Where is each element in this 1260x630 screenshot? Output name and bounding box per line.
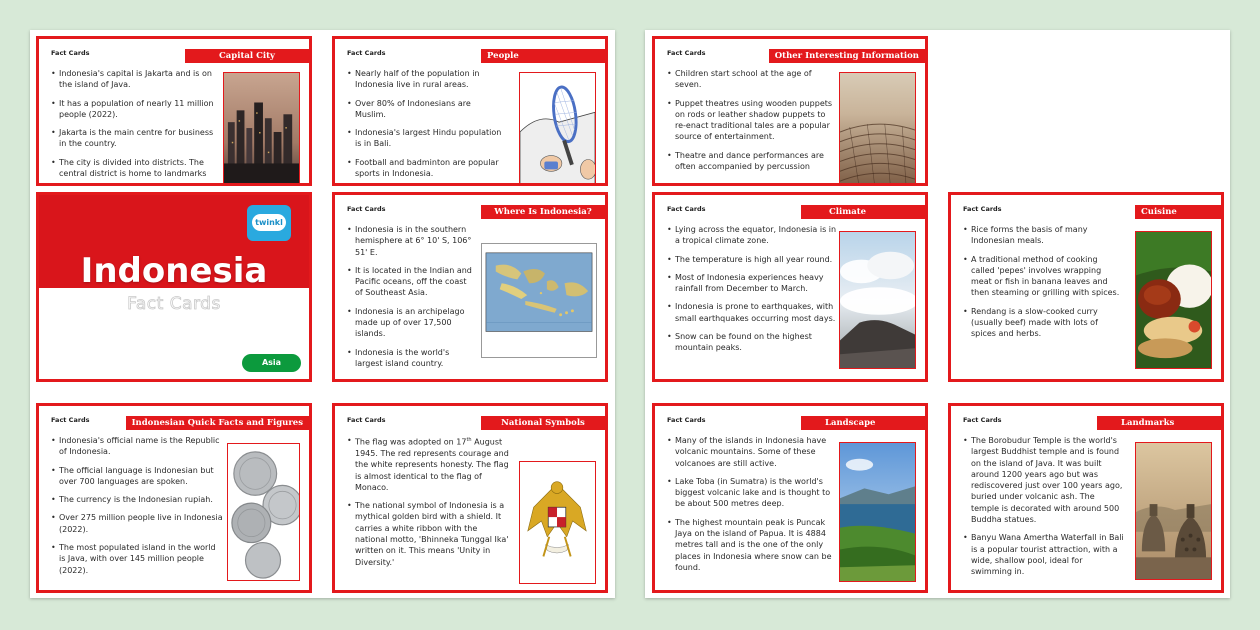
fact-item: • Football and badminton are popular sports in Indonesia. <box>347 157 502 180</box>
card-people <box>332 36 608 186</box>
fact-list <box>963 224 1123 347</box>
fact-item: • Lake Toba (in Sumatra) is the world's biggest volcanic lake and is thought to be about 500 metres deep. <box>667 476 837 510</box>
card-title: Where Is Indonesia? <box>481 205 605 219</box>
fact-item: • A traditional method of cooking called 'pepes' involves wrapping meat or fish in banana leaves and then steaming or grilling with spices. <box>963 254 1123 299</box>
fact-item: • The currency is the Indonesian rupiah. <box>51 494 223 505</box>
card-capital-city <box>36 36 312 186</box>
fact-item: • The Borobudur Temple is the world's largest Buddhist temple and is found on the island of Java. It was built around 1200 years ago but was rediscovered just over 100 years ago, buried under volcanic ash. The temple is decorated with around 500 Buddha statues. <box>963 435 1125 525</box>
fact-item: • It is located in the Indian and Pacific oceans, off the coast of Southeast Asia. <box>347 265 475 299</box>
fact-item: • The flag was adopted on 17th August 1945. The red represents courage and the white represents honesty. The flag is almost identical to the flag of Monaco. <box>347 435 512 493</box>
card-label: Fact Cards <box>667 49 706 57</box>
card-label: Fact Cards <box>963 416 1002 424</box>
fact-list <box>347 224 475 376</box>
fact-item: • Rendang is a slow-cooked curry (usually beef) made with lots of spices and herbs. <box>963 306 1123 340</box>
indonesia-map <box>481 243 597 358</box>
twinkl-logo: twinkl <box>247 205 291 241</box>
card-title: Landscape <box>801 416 925 430</box>
card-national-symbols <box>332 403 608 593</box>
jakarta-skyline-photo <box>223 72 300 186</box>
fact-list <box>667 68 837 179</box>
fact-list <box>51 435 223 583</box>
fact-item: • The city is divided into districts. The central district is home to landmarks <box>51 157 221 180</box>
badminton-player-illustration <box>519 72 596 186</box>
card-label: Fact Cards <box>51 416 90 424</box>
fact-item: • Lying across the equator, Indonesia is in a tropical climate zone. <box>667 224 837 247</box>
fact-list <box>963 435 1125 585</box>
card-label: Fact Cards <box>667 205 706 213</box>
cover-card <box>36 192 312 382</box>
lake-toba-photo <box>839 442 916 582</box>
card-landscape <box>652 403 928 593</box>
fact-list <box>347 68 502 186</box>
card-title: Indonesian Quick Facts and Figures <box>126 416 309 430</box>
card-label: Fact Cards <box>347 49 386 57</box>
fact-item: • The official language is Indonesian but over 700 languages are spoken. <box>51 465 223 488</box>
fact-item: • Most of Indonesia experiences heavy rainfall from December to March. <box>667 272 837 295</box>
card-quick-facts <box>36 403 312 593</box>
fact-item: • Theatre and dance performances are often accompanied by percussion <box>667 150 837 173</box>
fact-item: • Indonesia's official name is the Republic of Indonesia. <box>51 435 223 458</box>
woven-textile-photo <box>839 72 916 186</box>
card-label: Fact Cards <box>347 416 386 424</box>
fact-item: • Over 80% of Indonesians are Muslim. <box>347 98 502 121</box>
fact-item: • Over 275 million people live in Indonesia (2022). <box>51 512 223 535</box>
fact-item: • The highest mountain peak is Puncak Jaya on the island of Papua. It is 4884 metres tall and is the one of the only places in Indonesia where snow can be found. <box>667 517 837 573</box>
volcano-clouds-photo <box>839 231 916 369</box>
fact-item: • Indonesia is an archipelago made up of over 17,500 islands. <box>347 306 475 340</box>
cover-title: Indonesia <box>80 251 268 291</box>
card-title: Landmarks <box>1097 416 1221 430</box>
card-label: Fact Cards <box>963 205 1002 213</box>
fact-item: • Children start school at the age of seven. <box>667 68 837 91</box>
fact-item: • Puppet theatres using wooden puppets on rods or leather shadow puppets to re-enact traditional tales are a popular source of entertainment. <box>667 98 837 143</box>
garuda-pancasila-emblem <box>519 461 596 584</box>
card-cuisine <box>948 192 1224 382</box>
card-landmarks <box>948 403 1224 593</box>
card-label: Fact Cards <box>51 49 90 57</box>
fact-item: • Indonesia is in the southern hemisphere at 6° 10' S, 106° 51' E. <box>347 224 475 258</box>
fact-list <box>51 68 221 186</box>
rupiah-coins-photo <box>227 443 300 581</box>
region-badge: Asia <box>242 354 301 372</box>
rendang-rice-photo <box>1135 231 1212 369</box>
borobudur-stupa-photo <box>1135 442 1212 580</box>
fact-item: • Indonesia is the world's largest island country. <box>347 347 475 370</box>
card-title: National Symbols <box>481 416 605 430</box>
fact-item: • Snow can be found on the highest mountain peaks. <box>667 331 837 354</box>
fact-list <box>667 435 837 580</box>
card-climate <box>652 192 928 382</box>
card-title: Climate <box>801 205 925 219</box>
fact-item: • It has a population of nearly 11 million people (2022). <box>51 98 221 121</box>
card-label: Fact Cards <box>347 205 386 213</box>
fact-list <box>347 435 512 575</box>
card-label: Fact Cards <box>667 416 706 424</box>
card-title: Cuisine <box>1135 205 1221 219</box>
fact-item: • Many of the islands in Indonesia have volcanic mountains. Some of these volcanoes are still active. <box>667 435 837 469</box>
fact-item: • Indonesia is prone to earthquakes, with small earthquakes occurring most days. <box>667 301 837 324</box>
fact-item: • Indonesia's capital is Jakarta and is on the island of Java. <box>51 68 221 91</box>
fact-item: • Indonesia's largest Hindu population is in Bali. <box>347 127 502 150</box>
fact-item: • Jakarta is the main centre for business in the country. <box>51 127 221 150</box>
fact-item: • Banyu Wana Amertha Waterfall in Bali is a popular tourist attraction, with a wide, shallow pool, ideal for swimming in. <box>963 532 1125 577</box>
fact-item: • The most populated island in the world is Java, with over 145 million people (2022). <box>51 542 223 576</box>
card-title: People <box>481 49 605 63</box>
card-title: Other Interesting Information <box>769 49 925 63</box>
fact-item: • The national symbol of Indonesia is a mythical golden bird with a shield. It carries a white ribbon with the national motto, 'Bhinneka Tunggal Ika' written on it. This means 'Unity in Diversity.' <box>347 500 512 568</box>
fact-item: • Rice forms the basis of many Indonesian meals. <box>963 224 1123 247</box>
fact-item: • Nearly half of the population in Indonesia live in rural areas. <box>347 68 502 91</box>
cover-subtitle: Fact Cards <box>127 294 221 314</box>
card-other-information <box>652 36 928 186</box>
card-where-is-indonesia <box>332 192 608 382</box>
card-title: Capital City <box>185 49 309 63</box>
fact-item: • The temperature is high all year round. <box>667 254 837 265</box>
fact-list <box>667 224 837 361</box>
